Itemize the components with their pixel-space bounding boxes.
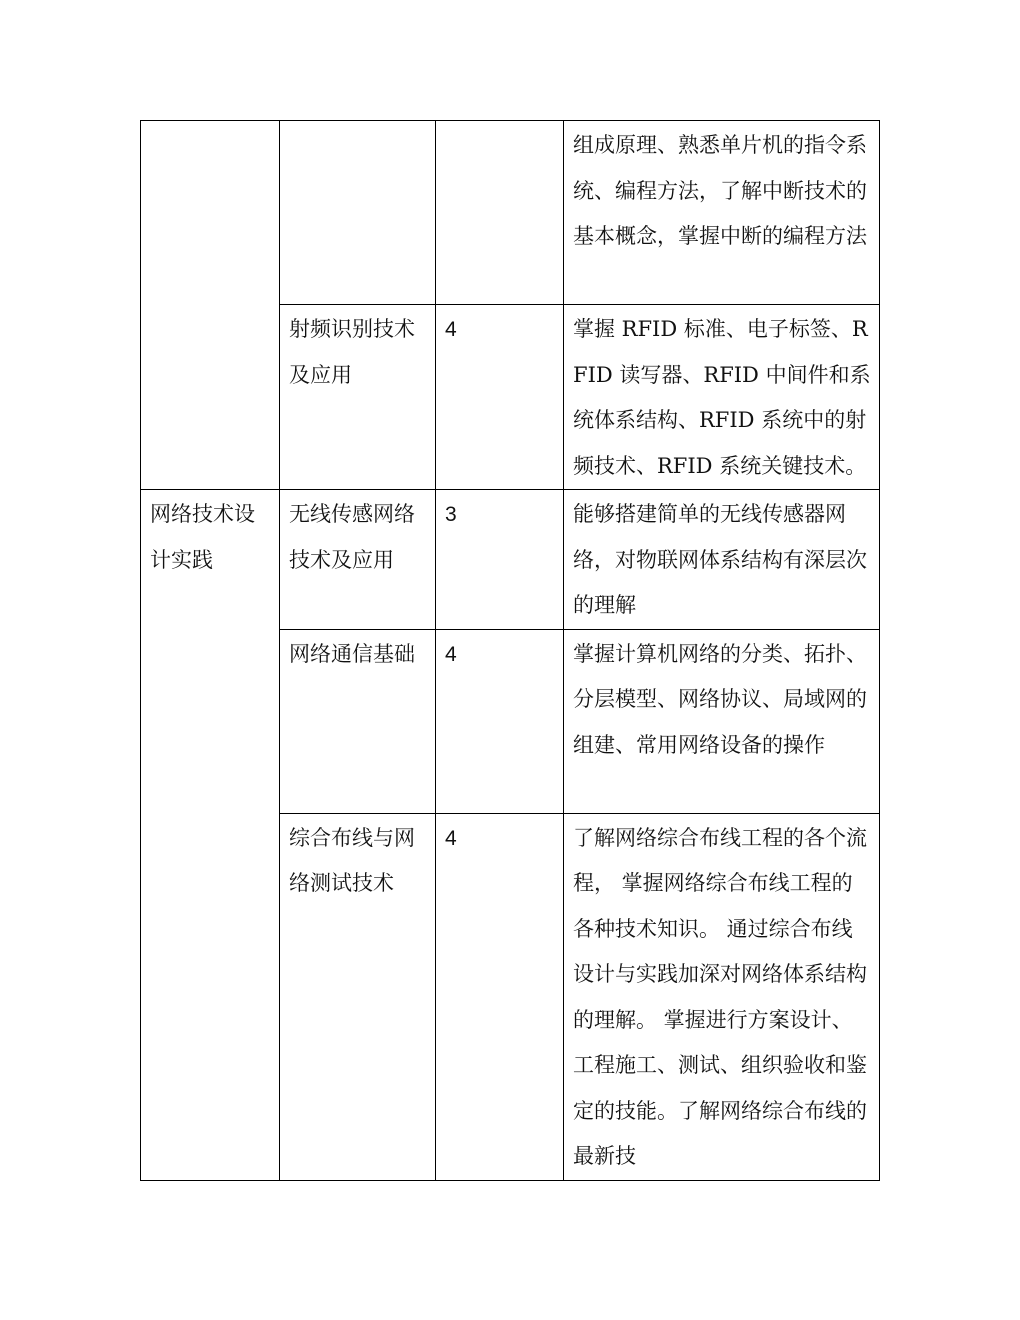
credit-hours-cell: 4 bbox=[436, 305, 564, 490]
curriculum-table bbox=[140, 120, 880, 1181]
category-cell: 网络技术设计实践 bbox=[141, 490, 280, 1181]
course-name-cell: 射频识别技术及应用 bbox=[280, 305, 436, 490]
course-content-cell: 能够搭建简单的无线传感器网络，对物联网体系结构有深层次的理解 bbox=[564, 490, 880, 630]
course-name-cell: 网络通信基础 bbox=[280, 629, 436, 813]
table-row bbox=[141, 121, 880, 305]
course-content-cell: 组成原理、熟悉单片机的指令系统、编程方法，了解中断技术的基本概念，掌握中断的编程方法 bbox=[564, 121, 880, 305]
table-row bbox=[141, 490, 880, 630]
credit-hours-cell: 4 bbox=[436, 629, 564, 813]
category-cell bbox=[141, 121, 280, 490]
course-name-cell: 综合布线与网络测试技术 bbox=[280, 813, 436, 1180]
credit-hours-cell: 3 bbox=[436, 490, 564, 630]
course-content-cell: 掌握 RFID 标准、电子标签、RFID 读写器、RFID 中间件和系统体系结构、RFID 系统中的射频技术、RFID 系统关键技术。 bbox=[564, 305, 880, 490]
course-content-cell: 掌握计算机网络的分类、拓扑、分层模型、网络协议、局域网的组建、常用网络设备的操作 bbox=[564, 629, 880, 813]
course-content-cell: 了解网络综合布线工程的各个流程， 掌握网络综合布线工程的各种技术知识。 通过综合布线设计与实践加深对网络体系结构的理解。 掌握进行方案设计、工程施工、测试、组织验收和鉴定的技能。了解网络综合布线的最新技 bbox=[564, 813, 880, 1180]
credit-hours-cell bbox=[436, 121, 564, 305]
course-name-cell bbox=[280, 121, 436, 305]
course-name-cell: 无线传感网络技术及应用 bbox=[280, 490, 436, 630]
credit-hours-cell: 4 bbox=[436, 813, 564, 1180]
